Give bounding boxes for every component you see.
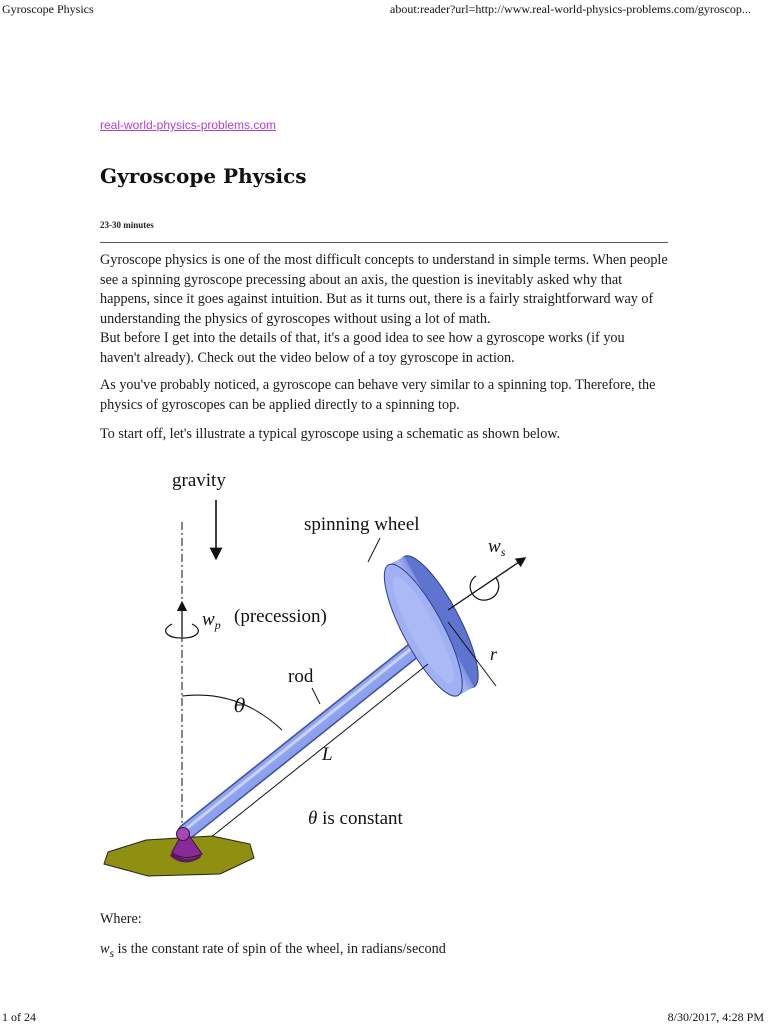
- ws-definition: is the constant rate of spin of the wheel, in radians/second: [114, 941, 446, 957]
- ws-symbol: [100, 941, 115, 960]
- paragraph-intro: [100, 251, 668, 369]
- spinning-wheel-pointer: [368, 538, 380, 562]
- ws-label: $w_s$: [488, 536, 506, 559]
- read-time: 23-30 minutes: [100, 220, 154, 230]
- rod-pointer: [312, 688, 320, 704]
- print-header-title: Gyroscope Physics: [2, 2, 94, 16]
- article-title: Gyroscope Physics: [100, 164, 307, 188]
- where-label: Where:: [100, 911, 142, 927]
- rod-label: rod: [288, 666, 314, 687]
- paragraph-2: But before I get into the details of that, it's a good idea to see how a gyroscope works (if you haven't already). Check out the video below of a toy gyroscope in action.: [100, 330, 625, 366]
- print-timestamp: 8/30/2017, 4:28 PM: [667, 1010, 764, 1024]
- spin-axis-arrow: [448, 560, 522, 610]
- r-label: r: [490, 644, 498, 664]
- gyroscope-schematic: [100, 460, 506, 900]
- theta-constant-label: θ is constant: [308, 808, 403, 829]
- print-header-url: about:reader?url=http://www.real-world-physics-problems.com/gyroscop...: [390, 2, 751, 16]
- paragraph-4: To start off, let's illustrate a typical gyroscope using a schematic as shown below.: [100, 426, 561, 442]
- ws-subscript: s: [109, 945, 115, 960]
- spin-rotation-icon: [470, 576, 499, 600]
- ws-definition-line: [100, 940, 668, 963]
- pivot-ball: [177, 828, 190, 841]
- print-header: [0, 0, 768, 18]
- L-label: L: [322, 744, 333, 765]
- theta-arc: [182, 695, 282, 730]
- wp-label: $w_p$: [202, 609, 221, 632]
- page-number: 1 of 24: [2, 1010, 36, 1024]
- spinning-wheel: [371, 547, 492, 705]
- spinning-wheel-label: spinning wheel: [304, 514, 420, 535]
- divider: [100, 242, 668, 243]
- gravity-label: gravity: [172, 470, 226, 491]
- precession-label: (precession): [234, 606, 327, 627]
- theta-label: θ: [234, 695, 246, 717]
- source-link[interactable]: real-world-physics-problems.com: [100, 118, 277, 132]
- paragraph-3: As you've probably noticed, a gyroscope can behave very similar to a spinning top. Therefore, the physics of gyroscopes can be applied directly to a spinning top.: [100, 377, 656, 413]
- ws-letter: w: [100, 941, 110, 957]
- paragraph-1: Gyroscope physics is one of the most difficult concepts to understand in simple terms. When people see a spinning gyroscope precessing about an axis, the question is inevitably asked why that happens, since it goes against intuition. But as it turns out, there is a fairly straightforward way of understanding the physics of gyroscopes without using a lot of math.: [100, 252, 668, 327]
- print-footer: [0, 1008, 768, 1026]
